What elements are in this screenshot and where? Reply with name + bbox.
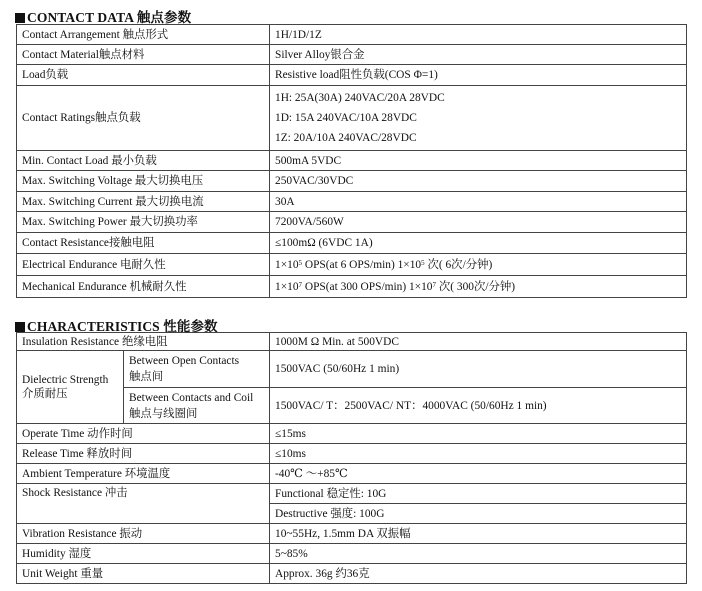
dielectric-sub-label [124,388,270,424]
row-label: Max. Switching Power 最大切换功率 [17,212,270,233]
dielectric-label-en: Dielectric Strength [22,374,109,386]
sub-label-cn: 触点间 [129,371,164,383]
table-row [17,254,687,276]
contact-data-table [16,24,687,298]
dielectric-label-cn: 介质耐压 [22,388,68,400]
value-part: 次( 300次/分钟) [436,280,516,293]
table-row [17,484,687,504]
row-value: ≤10ms [270,444,687,464]
row-label: Electrical Endurance 电耐久性 [17,254,270,276]
exponent: 7 [298,280,303,289]
row-label: Mechanical Endurance 机械耐久性 [17,276,270,298]
row-value: Functional 稳定性: 10G [270,484,687,504]
row-value [270,254,687,276]
row-value: Silver Alloy银合金 [270,45,687,65]
exponent: 5 [298,258,303,267]
row-label: Release Time 释放时间 [17,444,270,464]
table-row [17,86,687,151]
square-bullet-icon [15,322,25,332]
row-label: Load负载 [17,65,270,86]
table-row [17,351,687,388]
row-label: Ambient Temperature 环境温度 [17,464,270,484]
row-label: Unit Weight 重量 [17,564,270,584]
sub-label-cn: 触点与线圈间 [129,407,198,420]
row-value: 1H/1D/1Z [270,25,687,45]
row-label: Operate Time 动作时间 [17,424,270,444]
contact-data-title-text: CONTACT DATA 触点参数 [27,10,192,25]
value-part: 次( 6次/分钟) [424,258,493,271]
exponent: 5 [421,258,425,267]
row-value [270,86,687,151]
row-label: Min. Contact Load 最小负载 [17,151,270,171]
table-row [17,333,687,351]
row-label: Contact Material触点材料 [17,45,270,65]
row-value: 500mA 5VDC [270,151,687,171]
row-value: -40℃ ～+85℃ [270,464,687,484]
table-row [17,464,687,484]
table-row [17,276,687,298]
row-value: 30A [270,192,687,212]
value-part: 1×10 [275,280,299,293]
exponent: 7 [432,280,436,289]
row-value [270,276,687,298]
row-value: 7200VA/560W [270,212,687,233]
table-row [17,151,687,171]
row-value: Destructive 强度: 100G [270,504,687,524]
table-row [17,171,687,192]
sub-label-en: Between Open Contacts [129,355,240,367]
table-row [17,424,687,444]
characteristics-title-text: CHARACTERISTICS 性能参数 [27,319,218,334]
square-bullet-icon [15,13,25,23]
dielectric-sub-label [124,351,270,388]
table-row [17,65,687,86]
row-value: 1500VAC/ T：2500VAC/ NT：4000VAC (50/60Hz 1 min) [270,388,687,424]
table-row [17,192,687,212]
row-value: ≤100mΩ (6VDC 1A) [270,233,687,254]
row-label: Max. Switching Voltage 最大切换电压 [17,171,270,192]
rating-1d: 1D: 15A 240VAC/10A 28VDC [275,112,417,124]
characteristics-table [16,332,687,584]
table-row [17,524,687,544]
value-part: 1×10 [275,258,299,271]
row-label: Insulation Resistance 绝缘电阻 [17,333,270,351]
table-row [17,212,687,233]
row-label: Vibration Resistance 振动 [17,524,270,544]
table-row [17,564,687,584]
row-label: Contact Ratings触点负载 [17,86,270,151]
row-label: Humidity 湿度 [17,544,270,564]
dielectric-label [17,351,124,424]
value-part: OPS(at 300 OPS/min) 1×10 [302,280,433,293]
row-value: Approx. 36g 约36克 [270,564,687,584]
row-label: Shock Resistance 冲击 [17,484,270,524]
table-row [17,25,687,45]
row-label: Max. Switching Current 最大切换电流 [17,192,270,212]
table-row [17,233,687,254]
table-row [17,444,687,464]
contact-data-title [15,6,191,26]
row-value: Resistive load阻性负载(COS Φ=1) [270,65,687,86]
table-row [17,544,687,564]
row-value: 5~85% [270,544,687,564]
row-value: ≤15ms [270,424,687,444]
sub-label-en: Between Contacts and Coil [129,391,254,404]
value-part: OPS(at 6 OPS/min) 1×10 [302,258,422,271]
row-label: Contact Resistance接触电阻 [17,233,270,254]
row-value: 1000M Ω Min. at 500VDC [270,333,687,351]
table-row [17,45,687,65]
rating-1h: 1H: 25A(30A) 240VAC/20A 28VDC [275,92,445,104]
row-label: Contact Arrangement 触点形式 [17,25,270,45]
row-value: 10~55Hz, 1.5mm DA 双振幅 [270,524,687,544]
row-value: 1500VAC (50/60Hz 1 min) [270,351,687,388]
rating-1z: 1Z: 20A/10A 240VAC/28VDC [275,132,417,144]
row-value: 250VAC/30VDC [270,171,687,192]
